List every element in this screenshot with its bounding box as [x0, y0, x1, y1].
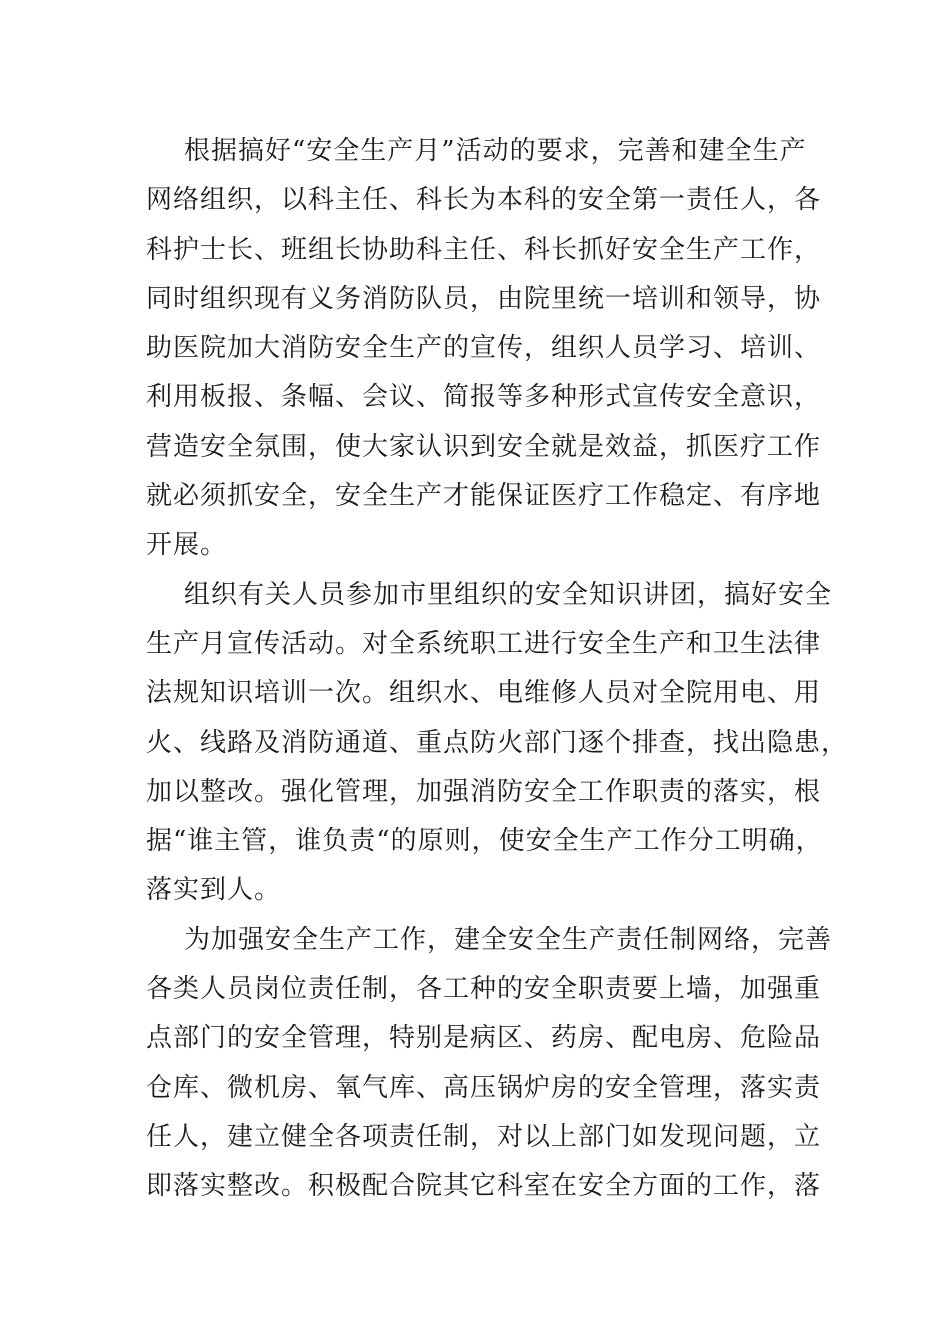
- text-line: 同时组织现有义务消防队员，由院里统一培训和领导，协: [146, 283, 822, 314]
- text-line: 根据搞好“安全生产月”活动的要求，完善和建全生产: [184, 136, 807, 166]
- paragraph-3: [146, 916, 833, 1212]
- paragraph-1: [146, 127, 822, 571]
- text-line: 落实到人。: [146, 875, 282, 906]
- text-line: 网络组织，以科主任、科长为本科的安全第一责任人，各: [146, 185, 822, 216]
- text-line: 任人，建立健全各项责任制，对以上部门如发现问题，立: [146, 1121, 822, 1152]
- paragraph-2: [146, 571, 849, 916]
- text-line: 生产月宣传活动。对全系统职工进行安全生产和卫生法律: [146, 628, 822, 659]
- text-line: 开展。: [146, 530, 228, 561]
- text-line: 点部门的安全管理，特别是病区、药房、配电房、危险品: [146, 1023, 822, 1054]
- text-line: 营造安全氛围，使大家认识到安全就是效益，抓医疗工作: [146, 431, 822, 462]
- text-line: 就必须抓安全，安全生产才能保证医疗工作稳定、有序地: [146, 481, 822, 512]
- text-line: 为加强安全生产工作，建全安全生产责任制网络，完善: [184, 924, 833, 955]
- text-line: 据“谁主管，谁负责“的原则，使安全生产工作分工明确，: [146, 826, 823, 857]
- text-line: 科护士长、班组长协助科主任、科长抓好安全生产工作，: [146, 234, 822, 265]
- text-line: 法规知识培训一次。组织水、电维修人员对全院用电、用: [146, 678, 822, 709]
- text-line: 利用板报、条幅、会议、简报等多种形式宣传安全意识，: [146, 382, 822, 413]
- text-line: 火、线路及消防通道、重点防火部门逐个排查，找出隐患，: [146, 727, 849, 758]
- text-line: 仓库、微机房、氧气库、高压锅炉房的安全管理，落实责: [146, 1072, 822, 1103]
- text-line: 加以整改。强化管理，加强消防安全工作职责的落实，根: [146, 776, 822, 807]
- text-line: 各类人员岗位责任制，各工种的安全职责要上墙，加强重: [146, 974, 822, 1005]
- text-line: 组织有关人员参加市里组织的安全知识讲团，搞好安全: [184, 579, 833, 610]
- document-body: [146, 127, 849, 1212]
- text-line: 即落实整改。积极配合院其它科室在安全方面的工作，落: [146, 1171, 822, 1202]
- text-line: 助医院加大消防安全生产的宣传，组织人员学习、培训、: [146, 333, 822, 364]
